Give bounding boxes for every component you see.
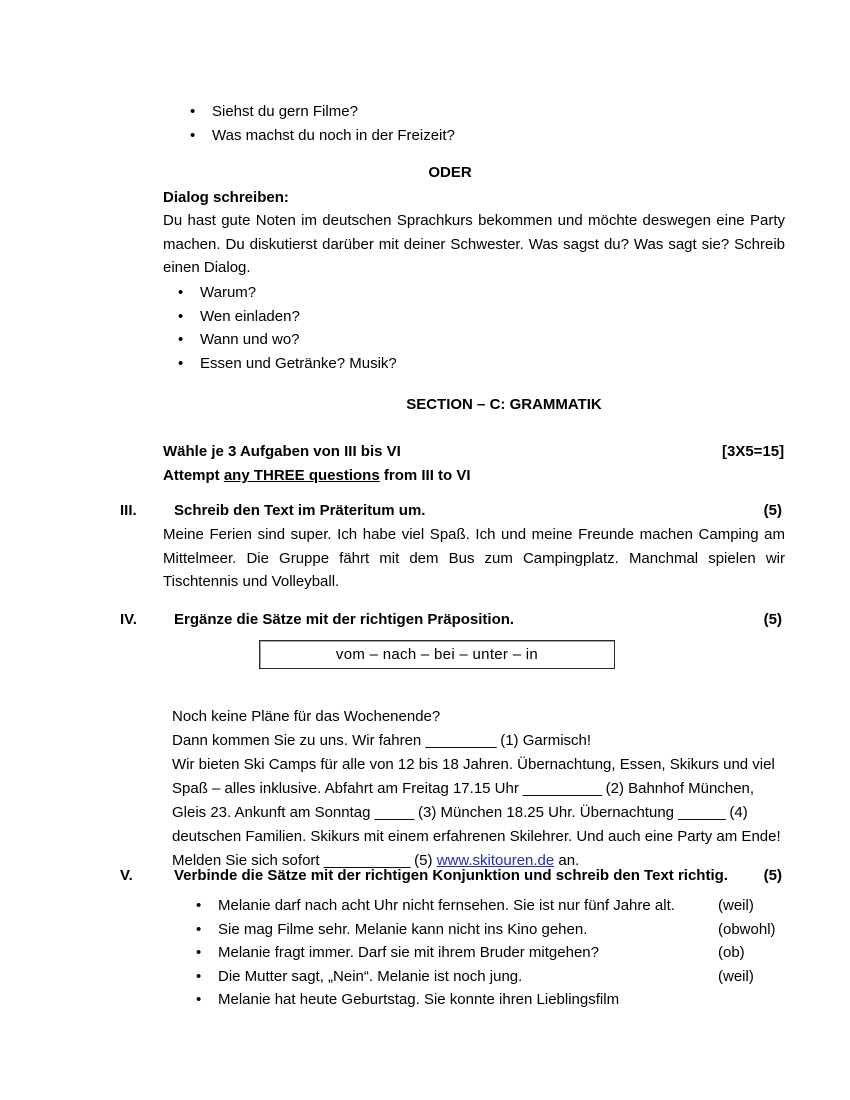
question-5-title: Verbinde die Sätze mit der richtigen Konjunktion und schreib den Text richtig. [174,867,728,884]
top-question-2: Was machst du noch in der Freizeit? [212,126,455,144]
skitouren-link[interactable]: www.skitouren.de [436,852,555,869]
q4-line-3: Wir bieten Ski Camps für alle von 12 bis 18 Jahren. Übernachtung, Essen, Skikurs und viel [172,756,775,773]
q4-line-6: deutschen Familien. Skikurs mit einem erfahrenen Skilehrer. Und auch eine Party am Ende! [172,828,781,845]
instruction-english-underlined: any THREE questions [223,467,380,484]
list-item [178,305,397,329]
q4-line-4-b: (2) Bahnhof München, [601,780,755,797]
q5-sentence-1: • Melanie darf nach acht Uhr nicht fernsehen. Sie ist nur fünf Jahre alt. [218,897,675,914]
list-item [190,100,455,124]
q4-blank-5: ___________ [323,852,411,869]
q4-line-4-a: Spaß – alles inklusive. Abfahrt am Freitag 17.15 Uhr [172,780,524,797]
instruction-english [163,464,471,488]
dialog-point-3: Wann und wo? [200,331,300,348]
dialog-prompt: Du hast gute Noten im deutschen Sprachkurs bekommen und möchte deswegen eine Party machen. Du diskutierst darüber mit deiner Schwester. Was sagst du? Was sagt sie? Schreib einen Dialog. [163,212,785,276]
oder-label: ODER [428,164,472,181]
q5-conjunction-1: (weil) [718,897,754,914]
q5-sentence-4: • Die Mutter sagt, „Nein“. Melanie ist noch jung. [218,967,523,985]
q4-blank-2: __________ [523,780,602,797]
list-item [196,965,796,989]
q5-sentence-3: • Melanie fragt immer. Darf sie mit ihrem Bruder mitgehen? [218,944,599,961]
q5-conjunction-2: (obwohl) [718,920,776,938]
section-c-heading: SECTION – C: GRAMMATIK [406,396,602,413]
q4-line-2-b: (1) Garmisch! [496,732,592,749]
top-question-1: Siehst du gern Filme? [212,103,358,120]
top-question-list [190,100,455,147]
q5-conjunction-3: (ob) [718,944,745,961]
preposition-word-bank [259,640,615,669]
instruction-marks: [3X5=15] [722,443,785,460]
list-item [190,124,455,148]
word-bank-text: vom – nach – bei – unter – in [335,646,539,663]
list-item [196,941,796,965]
list-item [178,328,397,352]
dialog-point-2: Wen einladen? [200,307,300,325]
question-4-marks: (5) [763,611,782,628]
q4-line-2-a: Dann kommen Sie zu uns. Wir fahren [172,732,426,749]
question-4-number: IV. [120,611,137,628]
dialog-heading: Dialog schreiben: [163,189,289,206]
q4-blank-4: ______ [678,804,726,821]
q4-line-7-c: an. [554,852,580,869]
list-item [196,894,796,918]
q4-line-5-b: (3) München 18.25 Uhr. Übernachtung [413,804,679,821]
instruction-english-pre: Attempt [163,467,224,484]
q4-blank-3: _____ [374,804,414,821]
q4-line-7-b: (5) [410,852,437,869]
question-4-title: Ergänze die Sätze mit der richtigen Präposition. [174,611,515,628]
q4-line-4 [172,777,754,801]
question-3-title: Schreib den Text im Präteritum um. [174,502,426,519]
list-item [178,352,397,376]
q4-line-1: Noch keine Pläne für das Wochenende? [172,708,441,725]
instruction-german: Wähle je 3 Aufgaben von III bis VI [163,443,401,460]
q4-line-2 [172,729,591,753]
list-item [196,918,796,942]
q4-line-5 [172,801,748,825]
question-3-number: III. [120,502,137,519]
question-5-number: V. [120,867,133,884]
question-3-body: Meine Ferien sind super. Ich habe viel Spaß. Ich und meine Freunde machen Camping am Mittelmeer. Die Gruppe fährt mit dem Bus zum Campingplatz. Manchmal spielen wir Tischtennis und Volleyball. [163,526,785,590]
dialog-point-4: Essen und Getränke? Musik? [200,354,397,372]
q4-blank-1: _________ [425,732,497,749]
q4-line-5-a: Gleis 23. Ankunft am Sonntag [172,804,375,821]
list-item [196,988,796,1012]
dialog-points-list [178,281,397,375]
question-5-marks: (5) [763,867,782,884]
instruction-english-post: from III to VI [379,467,471,484]
question-3-marks: (5) [763,502,782,519]
question-5-list [196,894,796,1012]
q4-line-7-a: Melden Sie sich sofort [172,852,324,869]
q4-line-5-c: (4) [725,804,748,821]
q5-sentence-5: • Melanie hat heute Geburtstag. Sie konnte ihren Lieblingsfilm [218,991,620,1008]
q5-conjunction-4: (weil) [718,967,754,985]
q5-sentence-2: • Sie mag Filme sehr. Melanie kann nicht ins Kino gehen. [218,920,588,938]
dialog-point-1: Warum? [200,284,257,301]
list-item [178,281,397,305]
